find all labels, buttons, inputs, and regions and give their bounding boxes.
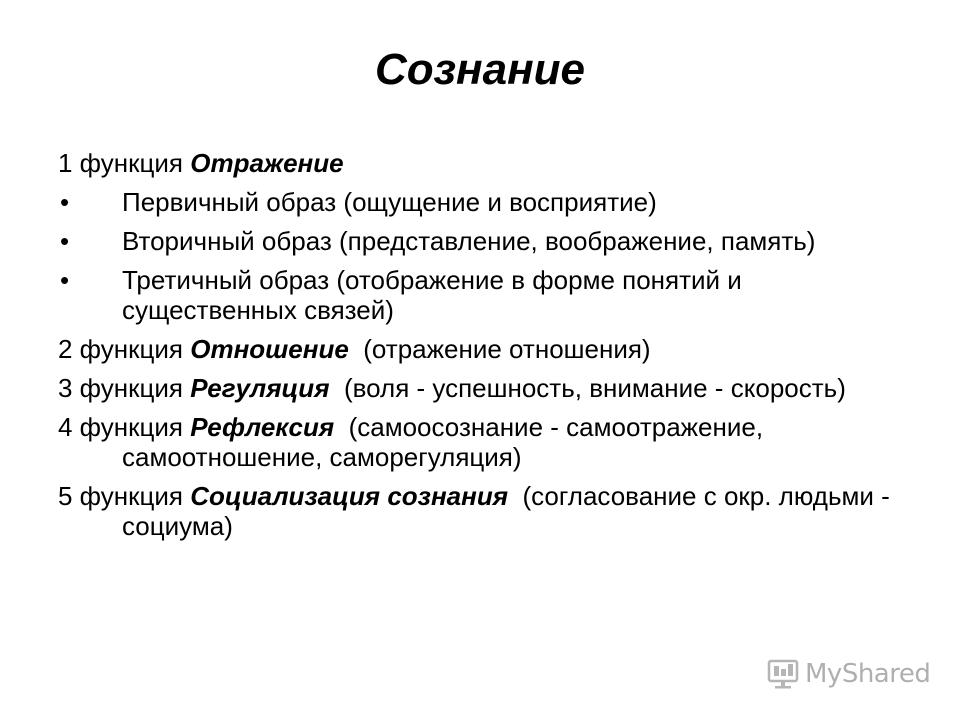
- slide-content: [58, 148, 918, 550]
- function-item-2: [58, 334, 918, 364]
- bullet-marker: •: [60, 226, 70, 256]
- function-prefix: 5 функция: [58, 481, 191, 511]
- bullet-text: Вторичный образ (представление, воображение, память): [122, 226, 816, 256]
- function-term: Отношение: [190, 334, 349, 364]
- myshared-watermark: [766, 656, 930, 692]
- function-term: Отражение: [190, 148, 344, 178]
- function-term: Регуляция: [190, 373, 330, 403]
- function-description: (воля - успешность, внимание - скорость): [329, 373, 846, 403]
- function-description: (согласование с окр. людьми - социума): [122, 481, 898, 541]
- function-term: Социализация сознания: [190, 481, 509, 511]
- function-prefix: 2 функция: [58, 334, 191, 364]
- function-prefix: 4 функция: [58, 412, 191, 442]
- function-prefix: 1 функция: [58, 148, 191, 178]
- function-description: (самоосознание - самоотражение, самоотношение, саморегуляция): [122, 412, 771, 472]
- slide-title: Сознание: [374, 45, 586, 94]
- bullet-marker: •: [60, 187, 70, 217]
- bullet-item-secondary-image: [58, 226, 918, 256]
- watermark-text: MyShared: [805, 659, 931, 689]
- function-term: Рефлексия: [190, 412, 335, 442]
- bullet-text: Первичный образ (ощущение и восприятие): [122, 187, 657, 217]
- function-item-1: [58, 148, 918, 178]
- myshared-logo-icon: [766, 658, 800, 690]
- function-description: (отражение отношения): [348, 334, 651, 364]
- bullet-item-primary-image: [58, 187, 918, 217]
- function-prefix: 3 функция: [58, 373, 191, 403]
- function-item-4: [58, 412, 918, 472]
- bullet-item-tertiary-image: [58, 265, 918, 325]
- function-item-3: [58, 373, 918, 403]
- bullet-text: Третичный образ (отображение в форме понятий и существенных связей): [122, 265, 742, 325]
- bullet-marker: •: [60, 265, 70, 295]
- function-item-5: [58, 481, 918, 541]
